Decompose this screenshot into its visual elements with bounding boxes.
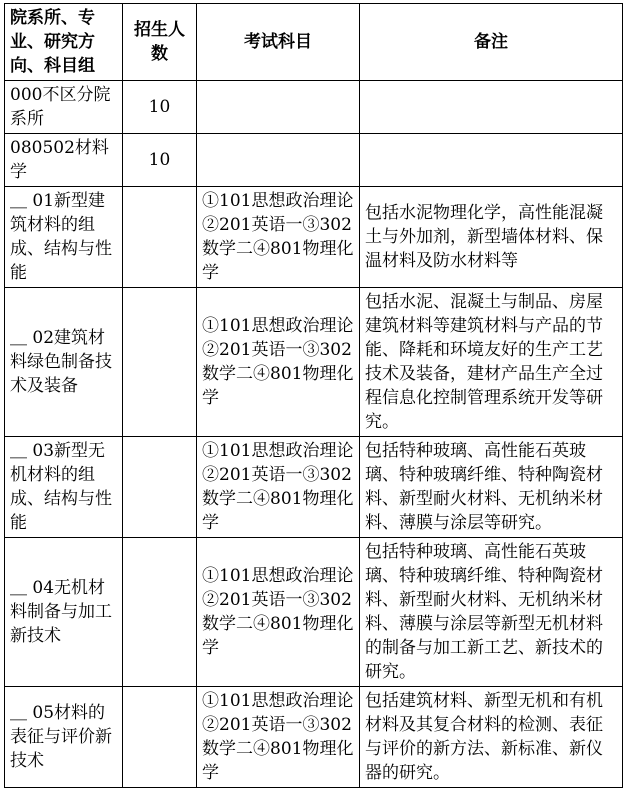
- admissions-table: [4, 3, 623, 788]
- row-exams: ①101思想政治理论②201英语一③302数学二④801物理化学: [197, 538, 360, 687]
- table-row: [5, 134, 623, 187]
- row-notes: 包括水泥物理化学，高性能混凝土与外加剂，新型墙体材料、保温材料及防水材料等: [360, 187, 623, 288]
- header-count: 招生人数: [123, 4, 197, 81]
- row-name: ＿ 04无机材料制备与加工新技术: [5, 538, 123, 687]
- row-name: 080502材料学: [5, 134, 123, 187]
- row-notes: 包括特种玻璃、高性能石英玻璃、特种玻璃纤维、特种陶瓷材料、新型耐火材料、无机纳米材料、薄膜与涂层等新型无机材料的制备与加工新工艺、新技术的研究。: [360, 538, 623, 687]
- row-notes: 包括建筑材料、新型无机和有机材料及其复合材料的检测、表征与评价的新方法、新标准、新仪器的研究。: [360, 687, 623, 788]
- table-row: [5, 538, 623, 687]
- row-exams: ①101思想政治理论②201英语一③302数学二④801物理化学: [197, 687, 360, 788]
- row-count: [123, 538, 197, 687]
- table-row: [5, 81, 623, 134]
- row-notes: [360, 134, 623, 187]
- row-name: ＿ 02建筑材料绿色制备技术及装备: [5, 288, 123, 437]
- table-row: [5, 687, 623, 788]
- row-count: 10: [123, 81, 197, 134]
- row-exams: ①101思想政治理论②201英语一③302数学二④801物理化学: [197, 187, 360, 288]
- table-row: [5, 288, 623, 437]
- header-exams: 考试科目: [197, 4, 360, 81]
- header-name: 院系所、专业、研究方向、科目组: [5, 4, 123, 81]
- table-row: [5, 187, 623, 288]
- row-count: [123, 687, 197, 788]
- row-count: [123, 288, 197, 437]
- table-row: [5, 437, 623, 538]
- row-count: [123, 437, 197, 538]
- row-name: ＿ 01新型建筑材料的组成、结构与性能: [5, 187, 123, 288]
- row-notes: 包括水泥、混凝土与制品、房屋建筑材料等建筑材料与产品的节能、降耗和环境友好的生产工艺技术及装备，建材产品生产全过程信息化控制管理系统开发等研究。: [360, 288, 623, 437]
- row-notes: [360, 81, 623, 134]
- row-name: ＿ 03新型无机材料的组成、结构与性能: [5, 437, 123, 538]
- header-row: [5, 4, 623, 81]
- row-exams: ①101思想政治理论②201英语一③302数学二④801物理化学: [197, 437, 360, 538]
- row-exams: [197, 134, 360, 187]
- row-notes: 包括特种玻璃、高性能石英玻璃、特种玻璃纤维、特种陶瓷材料、新型耐火材料、无机纳米材料、薄膜与涂层等研究。: [360, 437, 623, 538]
- row-count: [123, 187, 197, 288]
- row-name: 000不区分院系所: [5, 81, 123, 134]
- row-name: ＿ 05材料的表征与评价新技术: [5, 687, 123, 788]
- row-exams: [197, 81, 360, 134]
- row-count: 10: [123, 134, 197, 187]
- row-exams: ①101思想政治理论②201英语一③302数学二④801物理化学: [197, 288, 360, 437]
- header-notes: 备注: [360, 4, 623, 81]
